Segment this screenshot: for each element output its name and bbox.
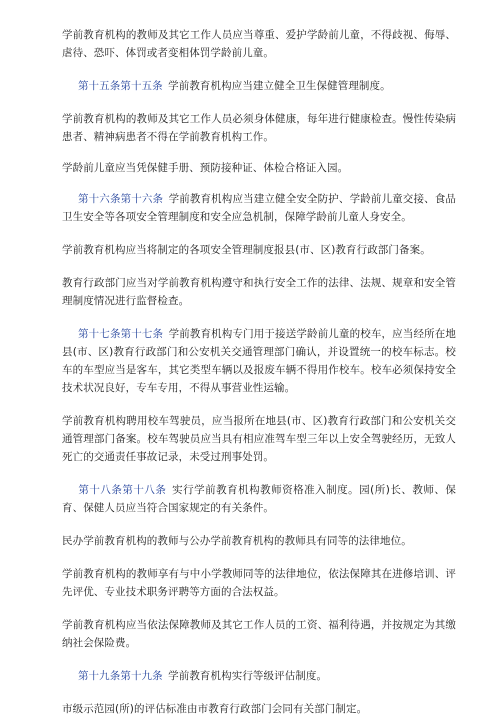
paragraph-15	[62, 700, 456, 718]
paragraph-text: 学前教育机构的教师享有与中小学教师同等的法律地位，依法保障其在进修培训、评先评优、专业技术职务评聘等方面的合法权益。	[62, 568, 456, 598]
article-number: 第十五条第十五条	[77, 80, 163, 92]
paragraph-7	[62, 274, 456, 310]
paragraph-text: 市级示范园(所)的评估标准由市教育行政部门会同有关部门制定。	[62, 703, 368, 715]
paragraph-text: 学前教育机构应当建立健全安全防护、学龄前儿童交接、食品卫生安全等各项安全管理制度和安全应急机制，保障学龄前儿童人身安全。	[62, 193, 456, 223]
paragraph-1	[62, 26, 456, 62]
paragraph-4	[62, 159, 456, 177]
article-19-heading	[62, 667, 456, 685]
paragraph-text: 学前教育机构应当建立健全卫生保健管理制度。	[168, 80, 391, 92]
paragraph-text: 学前教育机构的教师及其它工作人员必须身体健康，每年进行健康检查。慢性传染病患者、精神病患者不得在学前教育机构工作。	[62, 113, 456, 143]
paragraph-11	[62, 532, 456, 550]
paragraph-text: 实行学前教育机构教师资格准入制度。园(所)长、教师、保育、保健人员应当符合国家规定的有关条件。	[62, 484, 456, 514]
paragraph-3	[62, 110, 456, 146]
article-15-heading	[62, 77, 456, 95]
article-number: 第十九条第十九条	[77, 670, 163, 682]
paragraph-text: 教育行政部门应当对学前教育机构遵守和执行安全工作的法律、法规、规章和安全管理制度情况进行监督检查。	[62, 277, 456, 307]
paragraph-13	[62, 616, 456, 652]
article-16-heading	[62, 190, 456, 226]
paragraph-12	[62, 565, 456, 601]
paragraph-text: 学前教育机构专门用于接送学龄前儿童的校车，应当经所在地县(市、区)教育行政部门和公安机关交通管理部门确认，并设置统一的校车标志。校车的车型应当是客车，其它类型车辆以及报废车辆不得用作校车。校车必须保持安全技术状况良好，专车专用，不得从事营业性运输。	[62, 328, 456, 394]
paragraph-text: 学前教育机构的教师及其它工作人员应当尊重、爱护学龄前儿童，不得歧视、侮辱、虐待、恐吓、体罚或者变相体罚学龄前儿童。	[62, 29, 456, 59]
article-number: 第十六条第十六条	[77, 193, 164, 205]
paragraph-text: 学前教育机构聘用校车驾驶员，应当报所在地县(市、区)教育行政部门和公安机关交通管理部门备案。校车驾驶员应当具有相应准驾车型三年以上安全驾驶经历，无致人死亡的交通责任事故记录，未受过刑事处罚。	[62, 415, 456, 463]
paragraph-text: 学前教育机构实行等级评估制度。	[168, 670, 328, 682]
paragraph-6	[62, 241, 456, 259]
article-number: 第十八条第十八条	[77, 484, 167, 496]
article-17-heading	[62, 325, 456, 397]
paragraph-text: 学龄前儿童应当凭保健手册、预防接种证、体检合格证入园。	[62, 162, 349, 174]
article-18-heading	[62, 481, 456, 517]
paragraph-text: 学前教育机构应当依法保障教师及其它工作人员的工资、福利待遇，并按规定为其缴纳社会保险费。	[62, 619, 456, 649]
paragraph-text: 民办学前教育机构的教师与公办学前教育机构的教师具有同等的法律地位。	[62, 535, 412, 547]
article-number: 第十七条第十七条	[77, 328, 164, 340]
paragraph-9	[62, 412, 456, 466]
paragraph-text: 学前教育机构应当将制定的各项安全管理制度报县(市、区)教育行政部门备案。	[62, 244, 431, 256]
